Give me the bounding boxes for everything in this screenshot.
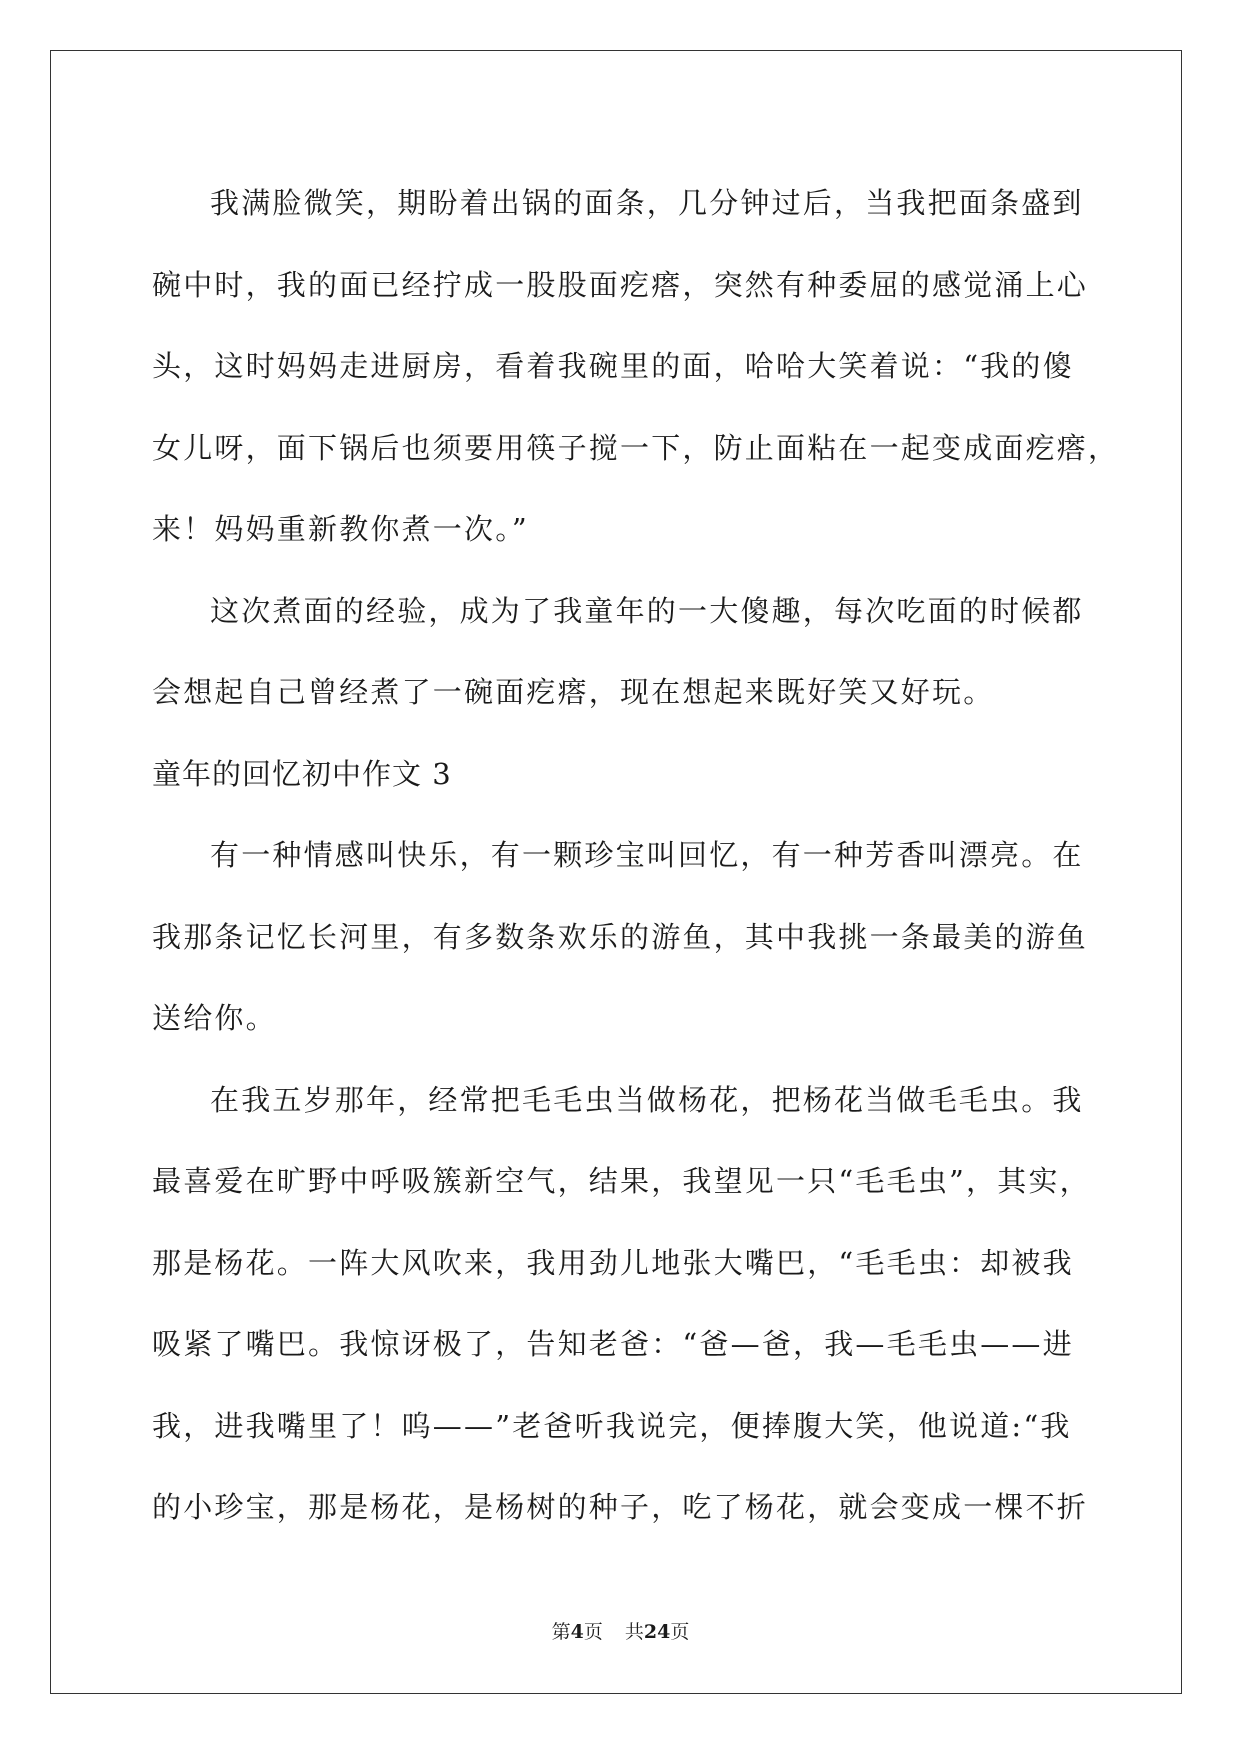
text-line: 在我五岁那年，经常把毛毛虫当做杨花，把杨花当做毛毛虫。我 — [210, 1082, 1084, 1117]
section-heading: 童年的回忆初中作文 3 — [152, 756, 452, 791]
text-line: 那是杨花。一阵大风吹来，我用劲儿地张大嘴巴，“毛毛虫：却被我 — [152, 1245, 1074, 1280]
page-number: 4 — [570, 1621, 584, 1643]
paragraph-1 — [152, 163, 1120, 571]
text-line: 碗中时，我的面已经拧成一股股面疙瘩，突然有种委屈的感觉涌上心 — [152, 267, 1089, 302]
text-line: 头，这时妈妈走进厨房，看着我碗里的面，哈哈大笑着说：“我的傻 — [152, 349, 1074, 383]
paragraph-3 — [152, 815, 1092, 1060]
document-body — [152, 163, 1120, 1549]
footer-prefix: 第 — [551, 1621, 571, 1643]
text-line: 我那条记忆长河里，有多数条欢乐的游鱼，其中我挑一条最美的游鱼 — [152, 919, 1089, 954]
total-pages: 24 — [643, 1621, 671, 1643]
paragraph-2 — [152, 571, 1092, 734]
page-footer — [0, 1620, 1241, 1644]
text-line: 会想起自己曾经煮了一碗面疙瘩，现在想起来既好笑又好玩。 — [152, 675, 995, 709]
text-line: 女儿呀，面下锅后也须要用筷子搅一下，防止面粘在一起变成面疙瘩， — [152, 430, 1120, 465]
footer-page-suffix: 页 — [583, 1621, 603, 1643]
text-line: 有一种情感叫快乐，有一颗珍宝叫回忆，有一种芳香叫漂亮。在 — [210, 838, 1084, 872]
text-line: 来！妈妈重新教你煮一次。” — [152, 512, 529, 546]
footer-total-prefix: 共 — [624, 1621, 644, 1643]
text-line: 最喜爱在旷野中呼吸簇新空气，结果，我望见一只“毛毛虫”，其实， — [152, 1164, 1091, 1198]
text-line: 我满脸微笑，期盼着出锅的面条，几分钟过后，当我把面条盛到 — [210, 186, 1084, 220]
paragraph-4 — [152, 1060, 1092, 1549]
text-line: 这次煮面的经验，成为了我童年的一大傻趣，每次吃面的时候都 — [210, 593, 1084, 628]
text-line: 吸紧了嘴巴。我惊讶极了，告知老爸：“爸—爸，我—毛毛虫——进 — [152, 1327, 1074, 1361]
text-line: 送给你。 — [152, 1001, 277, 1035]
text-line: 我，进我嘴里了！呜——”老爸听我说完，便捧腹大笑，他说道:“我 — [152, 1408, 1072, 1443]
text-line: 的小珍宝，那是杨花，是杨树的种子，吃了杨花，就会变成一棵不折 — [152, 1490, 1089, 1524]
footer-total-suffix: 页 — [670, 1621, 690, 1643]
